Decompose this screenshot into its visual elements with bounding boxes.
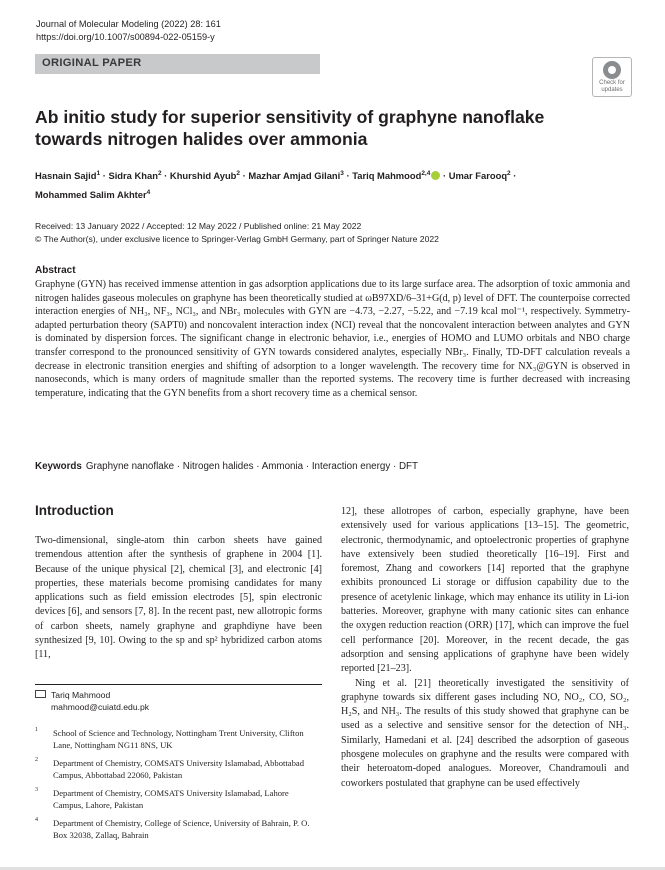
title-line-2: towards nitrogen halides over ammonia [35, 129, 368, 149]
keywords [35, 461, 630, 472]
article-type-ribbon [35, 54, 320, 74]
affiliation-number: 3 [35, 787, 38, 793]
affiliation-text: School of Science and Technology, Nottingham Trent University, Clifton Lane, Nottingham NG11 8NS, UK [53, 728, 304, 751]
article-title [35, 106, 625, 150]
intro-paragraph: Ning et al. [21] theoretically investigated the sensitivity of graphyne towards six different gases including NO, NO₂, CO, SO₂, H₂S, and NH₃. The results of this study showed that graphyne can be used as a selective and sensitive sensor for the detection of NH₃. Similarly, Hamedani et al. [24] described the adsorption of gaseous phosgene molecules on graphyne and the results were compared with their heteroatom-doped analogues. Moreover, Chandramouli and coworkers postulated that graphyne can be used effectively [341, 677, 629, 789]
journal-header [36, 18, 221, 44]
author-affiliation: 4 [146, 189, 151, 197]
envelope-icon [35, 690, 46, 698]
publication-dates [35, 220, 630, 245]
author-name[interactable]: Mazhar Amjad Gilani [248, 170, 341, 182]
author-name[interactable]: Khurshid Ayub [169, 170, 237, 182]
intro-left-column: Two-dimensional, single-atom thin carbon sheets have gained tremendous attention after the synthesis of graphene in 2004 [1]. Because of the unique physical [2], chemical [3], and electronic [4] properties, these materials become promising candidates for many applications such as field emission electrodes [5], spin electronic devices [6], and sensors [7, 8]. In the recent past, new allotropic forms of carbon sheets, namely graphyne and graphdiyne have been synthesized [9, 10]. Owing to the sp and sp² hybridized carbon atoms [11, [35, 535, 322, 661]
affiliation-text: Department of Chemistry, COMSATS University Islamabad, Lahore Campus, Lahore, Pakistan [53, 788, 289, 811]
affiliation-text: Department of Chemistry, College of Science, University of Bahrain, P. O. Box 32038, Zallaq, Bahrain [53, 818, 310, 841]
author-name[interactable]: Umar Farooq [448, 170, 508, 182]
title-line-1: Ab initio study for superior sensitivity of graphyne nanoflake [35, 107, 545, 127]
article-type-label: ORIGINAL PAPER [42, 57, 142, 69]
check-updates-label-1: Check for [599, 80, 625, 86]
author-affiliation: 2 [157, 170, 162, 177]
author-list: Hasnain Sajid$^1$ · Sidra Khan$^2$ · Khurshid Ayub$^2$ · Mazhar Amjad Gilani$^3$ · Tariq Mahmood$^{2,4}$ · Umar Farooq$^2$ · Mohammed Salim Akhter$^4$ [35, 170, 517, 201]
orcid-icon[interactable] [431, 171, 440, 180]
doi-link[interactable]: https://doi.org/10.1007/s00894-022-05159-y [36, 32, 215, 42]
contact-name: Tariq Mahmood [51, 690, 111, 700]
contact-email[interactable]: mahmood@cuiatd.edu.pk [51, 702, 150, 713]
journal-citation: Journal of Molecular Modeling (2022) 28: 161 [36, 19, 221, 29]
author-affiliation: 3 [340, 170, 344, 177]
intro-paragraph: 12], these allotropes of carbon, especially graphyne, have been extensively used for various applications [13–15]. The geometric, electronic, thermodynamic, and optoelectronic properties of graphyne have extensively been studied theoretically [16–19]. First and foremost, Zhang and coworkers [14] reported that the graphyne exhibits pronounced Li storage or diffusion capability due to the presence of acetylenic linkage, which may enhance its utility in Li-ion batteries. Moreover, graphyne with many cationic sites can enhance the oxygen reduction reaction (ORR) [17], which can improve the fuel cell performance [20]. Moreover, in the recent decade, the gas adsorption and sensing applications of graphyne have been widely reported [21–23]. [341, 506, 629, 675]
author-affiliation: 2 [236, 170, 241, 177]
keywords-text: Graphyne nanoflake · Nitrogen halides · Ammonia · Interaction energy · DFT [85, 461, 418, 472]
check-updates-icon [603, 61, 621, 79]
corresponding-author [35, 689, 149, 714]
introduction-heading: Introduction [35, 503, 114, 518]
affiliation-text: Department of Chemistry, COMSATS University Islamabad, Abbottabad Campus, Abbottabad 22060, Pakistan [53, 758, 305, 781]
footnote-divider [35, 684, 322, 685]
author-affiliation: 1 [96, 170, 101, 177]
affiliation-number: 1 [35, 727, 38, 733]
author-name[interactable]: Tariq Mahmood [352, 170, 422, 182]
author-affiliation: 2 [507, 170, 511, 177]
check-updates-label-2: updates [601, 87, 623, 93]
intro-right-column [341, 505, 629, 791]
abstract-text: Graphyne (GYN) has received immense attention in gas adsorption applications due to its large surface area. The adsorption of toxic ammonia and nitrogen halides gaseous molecules on graphyne has been theoretically studied at ωB97XD/6–31+G(d, p) level of DFT. The counterpoise corrected interaction energies of NH₃, NF₃, NCl₃, and NBr₃ molecules with GYN are −4.73, −2.27, −5.22, and −7.19 kcal mol⁻¹, respectively. Symmetry-adapted perturbation theory (SAPT0) and noncovalent interaction index (NCI) reveal that the noncovalent interaction between analytes and GYN is dominated by dispersion forces. The significant change in electronic behavior, i.e., energies of HOMO and LUMO orbitals and NBO charge transfer correspond to the pronounced sensitivity of GYN towards considered analytes, especially NBr₃. Finally, TD-DFT calculation reveals a decrease in electronic transition energies and shifting of adsorption to a longer wavelength. The recovery time for NX₃@GYN is observed in nanoseconds, which is many orders of magnitude smaller than the reported systems. The recovery time is further decreased with increasing temperature, indicating that the GYN benefits from a short recovery time as a chemical sensor. [35, 279, 630, 399]
author-name[interactable]: Mohammed Salim Akhter [35, 189, 147, 201]
abstract-heading: Abstract [35, 265, 76, 276]
dates-line: Received: 13 January 2022 / Accepted: 12 May 2022 / Published online: 21 May 2022 [35, 221, 362, 231]
affiliation-number: 2 [35, 757, 38, 763]
author-name[interactable]: Hasnain Sajid [35, 170, 97, 182]
keywords-label: Keywords [35, 461, 82, 472]
affiliation-number: 4 [35, 817, 38, 823]
copyright-line: © The Author(s), under exclusive licence to Springer-Verlag GmbH Germany, part of Springer Nature 2022 [35, 233, 439, 244]
author-affiliation: 2,4 [421, 170, 431, 177]
author-name[interactable]: Sidra Khan [108, 170, 158, 182]
check-for-updates-button[interactable] [592, 57, 632, 97]
